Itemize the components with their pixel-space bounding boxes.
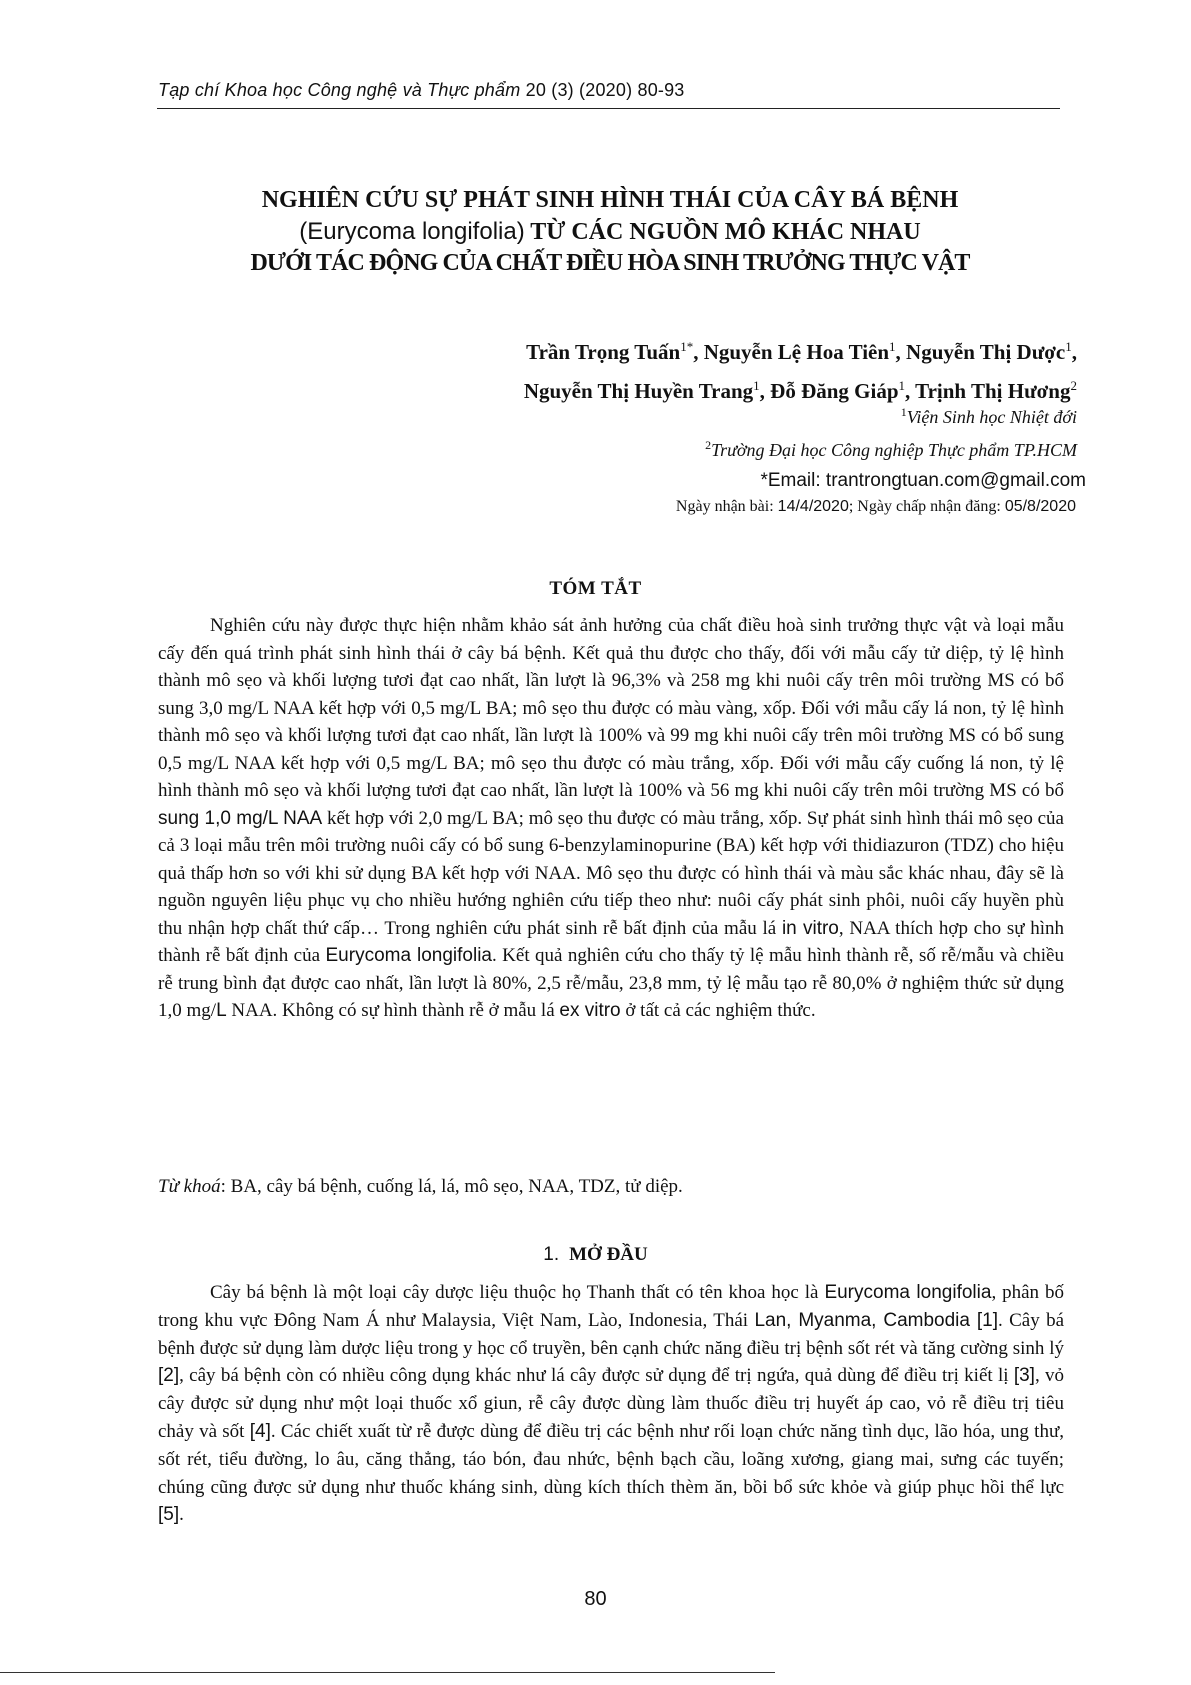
affiliation-1 bbox=[317, 405, 1077, 428]
author-sup: 1 bbox=[1065, 339, 1072, 354]
footer-rule bbox=[0, 1672, 775, 1673]
author-line-1: Trần Trọng Tuấn$^{1*}$, Nguyễn Lệ Hoa Tiên$^1$, Nguyễn Thị Dược$^1$, bbox=[526, 339, 1077, 364]
page-number: 80 bbox=[584, 1588, 607, 1610]
author-name: Đỗ Đăng Giáp bbox=[770, 379, 899, 403]
intro-text: . Các chiết xuất từ rễ được dùng để điều trị các bệnh như rối loạn chức năng tình dục, lão hóa, ung thư, sốt rét, tiểu đường, lo âu, căng thẳng, táo bón, đau nhức, bệnh bạch cầu, loãng xương, giang mai, sưng các tuyến; chúng cũng được sử dụng như thuốc kháng sinh, dùng kích thích thèm ăn, bồi bổ sức khỏe và giúp phục hồi thể lực bbox=[158, 1420, 1064, 1498]
author-line-2: Nguyễn Thị Huyền Trang$^1$, Đỗ Đăng Giáp$^1$, Trịnh Thị Hương$^2$ bbox=[523, 378, 1077, 403]
journal-header bbox=[158, 80, 1058, 101]
citation: [4] bbox=[249, 1420, 271, 1442]
accepted-date: 05/8/2020 bbox=[1004, 498, 1076, 515]
title-line-3: DƯỚI TÁC ĐỘNG CỦA CHẤT ĐIỀU HÒA SINH TRƯỞNG THỰC VẬT bbox=[250, 250, 970, 276]
intro-paragraph bbox=[158, 1279, 1064, 1529]
abstract-species: Eurycoma longifolia bbox=[325, 945, 492, 966]
citation: [2] bbox=[158, 1365, 180, 1387]
abstract-in-vitro: in vitro bbox=[781, 917, 839, 939]
author-sup: 1* bbox=[680, 339, 694, 354]
abstract-paragraph bbox=[158, 612, 1064, 1025]
intro-text: . bbox=[179, 1504, 184, 1526]
author-name: Nguyễn Thị Huyền Trang bbox=[523, 379, 754, 403]
author-sup: 1 bbox=[753, 378, 760, 393]
author-name: Trịnh Thị Hương bbox=[915, 379, 1071, 403]
abstract-ex-vitro: ex vitro bbox=[559, 1000, 621, 1021]
intro-text: . Cây bá bệnh được sử dụng làm dược liệu trong y học cổ truyền, bên cạnh chức năng điều trị bệnh sốt rét và tăng cường sinh lý bbox=[158, 1309, 1065, 1359]
abstract-text: . Kết quả nghiên cứu cho thấy tỷ lệ mẫu hình thành rễ, số rễ/mẫu và chiều rễ trung bình đạt được cao nhất, lần lượt là 80%, 2,5 rễ/mẫu, 23,8 mm, tỷ lệ mẫu tạo rễ 80,0% ở nghiệm thức sử dụng 1,0 mg/ bbox=[158, 945, 1064, 1021]
abstract-text: kết hợp với 2,0 mg/L BA; mô sẹo thu được có màu trắng, xốp. Sự phát sinh hình thái mô sẹo của cả 3 loại mẫu trên môi trường nuôi cấy có bổ sung 6-benzylaminopurine (BA) kết hợp với thidiazuron (TDZ) cho hiệu quả thấp hơn so với khi sử dụng BA kết hợp với NAA. Mô sẹo thu được có hình thái và màu sắc khác nhau, đây sẽ là nguồn nguyên liệu phục vụ cho nhiều hướng nghiên cứu tiếp theo như: nuôi cấy phát sinh phôi, nuôi cấy huyền phù thu nhận hợp chất thứ cấp… Trong nghiên cứu phát sinh rễ bất định của mẫu lá bbox=[158, 807, 1064, 939]
abstract-text: ở tất cả các nghiệm thức. bbox=[620, 1000, 816, 1021]
author-list bbox=[317, 330, 1077, 408]
abstract-text-sans: sung 1,0 mg/L NAA bbox=[158, 807, 323, 829]
received-label: Ngày nhận bài: bbox=[675, 498, 774, 515]
corresponding-email: *Email: trantrongtuan.com@gmail.com bbox=[760, 470, 1086, 491]
intro-species: Eurycoma longifolia bbox=[824, 1282, 992, 1303]
citation: [3] bbox=[1013, 1365, 1035, 1387]
title-line-2-rest: TỪ CÁC NGUỒN MÔ KHÁC NHAU bbox=[524, 219, 921, 245]
intro-text: Cây bá bệnh là một loại cây dược liệu thuộc họ Thanh thất có tên khoa học là bbox=[210, 1282, 819, 1303]
abstract-unit: L bbox=[216, 1000, 227, 1021]
intro-text: , phân bố trong khu vực Đông Nam Á như Malaysia, Việt Nam, Lào, Indonesia, Thái bbox=[158, 1282, 1065, 1331]
title-scientific-name: (Eurycoma longifolia) bbox=[299, 218, 525, 245]
affiliation-2 bbox=[317, 438, 1077, 461]
affiliation-text: Viện Sinh học Nhiệt đới bbox=[906, 407, 1077, 427]
journal-name: Tạp chí Khoa học Công nghệ và Thực phẩm bbox=[158, 80, 521, 100]
abstract-text: , NAA thích hợp cho sự hình thành rễ bất định của bbox=[158, 917, 1065, 966]
keywords-label: Từ khoá bbox=[158, 1176, 221, 1197]
abstract-heading: TÓM TẮT bbox=[549, 578, 642, 599]
abstract-text: Nghiên cứu này được thực hiện nhằm khảo sát ảnh hưởng của chất điều hoà sinh trưởng thực vật và loại mẫu cấy đến quá trình phát sinh hình thái ở cây bá bệnh. Kết quả thu được cho thấy, đối với mẫu cấy tử diệp, tỷ lệ hình thành mô sẹo và khối lượng tươi đạt cao nhất, lần lượt là 96,3% và 258 mg khi nuôi cấy trên môi trường MS có bổ sung 3,0 mg/L NAA kết hợp với 0,5 mg/L BA; mô sẹo thu được có màu vàng, xốp. Đối với mẫu cấy lá non, tỷ lệ hình thành mô sẹo và khối lượng tươi đạt cao nhất, lần lượt là 100% và 99 mg khi nuôi cấy trên môi trường MS có bổ sung 0,5 mg/L NAA kết hợp với 0,5 mg/L BA; mô sẹo thu được có màu trắng, xốp. Đối với mẫu cấy cuống lá non, tỷ lệ hình thành mô sẹo và khối lượng tươi đạt cao nhất, lần lượt là 100% và 56 mg khi nuôi cấy trên môi trường MS có bổ bbox=[158, 615, 1064, 801]
author-sup: 1 bbox=[898, 378, 906, 393]
author-sup: 1 bbox=[889, 339, 896, 354]
section-heading bbox=[0, 1244, 1191, 1266]
author-name: Nguyễn Thị Dược bbox=[906, 340, 1066, 364]
keywords bbox=[158, 1176, 1064, 1198]
author-name: Nguyễn Lệ Hoa Tiên bbox=[703, 340, 890, 364]
author-sup: 2 bbox=[1070, 378, 1077, 393]
keywords-text: : BA, cây bá bệnh, cuống lá, lá, mô sẹo, NAA, TDZ, tử diệp. bbox=[220, 1176, 683, 1197]
affiliation-text: Trường Đại học Công nghiệp Thực phẩm TP.HCM bbox=[711, 440, 1077, 460]
intro-text: , cây bá bệnh còn có nhiều công dụng khác như lá cây được sử dụng để trị ngứa, quả dùng để điều trị kiết lị bbox=[179, 1365, 1009, 1387]
section-title: MỞ ĐẦU bbox=[569, 1244, 648, 1265]
title-line-2 bbox=[120, 216, 1100, 248]
affiliation-sup: 1 bbox=[900, 405, 907, 419]
abstract-text: NAA. Không có sự hình thành rễ ở mẫu lá bbox=[226, 1000, 555, 1021]
citation: [5] bbox=[158, 1504, 180, 1526]
intro-countries: Lan, Myanma, Cambodia [1] bbox=[754, 1309, 998, 1331]
journal-issue: 20 (3) (2020) 80-93 bbox=[525, 80, 685, 100]
section-number: 1. bbox=[543, 1244, 560, 1265]
accepted-label: ; Ngày chấp nhận đăng: bbox=[848, 498, 1001, 515]
title-line-1: NGHIÊN CỨU SỰ PHÁT SINH HÌNH THÁI CỦA CÂY BÁ BỆNH bbox=[261, 187, 959, 213]
header-rule bbox=[157, 108, 1060, 109]
author-name: Trần Trọng Tuấn bbox=[526, 340, 681, 364]
affiliation-sup: 2 bbox=[705, 438, 712, 452]
submission-dates bbox=[316, 498, 1076, 516]
paper-title bbox=[120, 185, 1100, 279]
received-date: 14/4/2020 bbox=[777, 498, 849, 515]
intro-text: , vỏ cây được sử dụng như một loại thuốc xổ giun, rễ cây được dùng làm thuốc điều trị huyết áp cao, vỏ rễ điều trị tiêu chảy và sốt bbox=[158, 1365, 1064, 1442]
